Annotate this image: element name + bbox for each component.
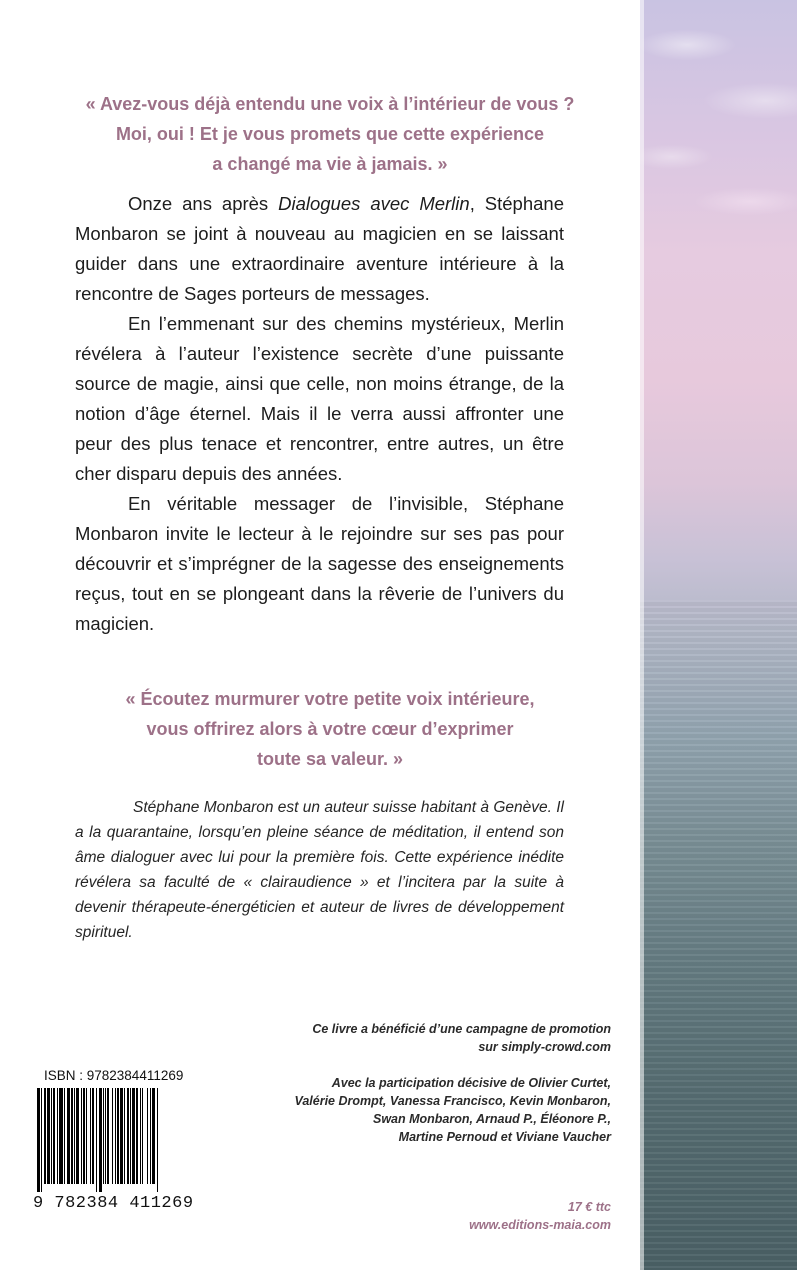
barcode-bar (83, 1088, 85, 1184)
barcode-bar (147, 1088, 148, 1184)
credits-block (251, 1020, 611, 1234)
barcode-bar (96, 1088, 97, 1192)
barcode-bar (124, 1088, 125, 1184)
barcode-bar (150, 1088, 151, 1184)
publisher-website: www.editions-maia.com (469, 1218, 611, 1232)
barcode-bar (105, 1088, 106, 1184)
isbn-label: ISBN : 9782384411269 (44, 1068, 184, 1083)
blurb-paragraph-2: En l’emmenant sur des chemins mystérieux, Merlin révélera à l’auteur l’existence secrète d’une puissante source de magie, ainsi que celle, non moins étrange, de la notion d’âge éternel. Mais il le verra aussi affronter une peur des plus tenace et rencontrer, entre autres, un être cher disparu depuis des années. (75, 313, 564, 484)
barcode-digits: 9 782384 411269 (33, 1194, 194, 1213)
blurb-text (75, 189, 564, 639)
barcode-bar (130, 1088, 131, 1184)
barcode-bar (71, 1088, 73, 1184)
closing-quote-line: « Écoutez murmurer votre petite voix intérieure, (125, 689, 535, 709)
closing-quote (40, 684, 620, 774)
barcode-bar (117, 1088, 119, 1184)
barcode-bar (64, 1088, 65, 1184)
barcode-bar (41, 1088, 42, 1192)
barcode-bar (136, 1088, 138, 1184)
closing-quote-line: vous offrirez alors à votre cœur d’exprimer (146, 719, 514, 739)
promo-line: sur simply-crowd.com (478, 1040, 611, 1054)
barcode-bar (132, 1088, 135, 1184)
barcode-bar (103, 1088, 104, 1184)
barcode-bar (107, 1088, 109, 1184)
opening-quote-line: Moi, oui ! Et je vous promets que cette expérience (115, 124, 545, 144)
barcode-bar (44, 1088, 46, 1184)
author-bio: Stéphane Monbaron est un auteur suisse habitant à Genève. Il a la quarantaine, lorsqu’en pleine séance de méditation, il entend son âme dialoguer avec lui pour la première fois. Cette expérience inédite révélera sa faculté de « clairaudience » et l’incitera par la suite à devenir thérapeute-énergéticien et auteur de livres de développement spirituel. (75, 799, 564, 941)
participation-line: Swan Monbaron, Arnaud P., Éléonore P., (372, 1112, 611, 1126)
participation-list (251, 1074, 611, 1146)
promo-line: Ce livre a bénéficié d’une campagne de promotion (312, 1022, 611, 1036)
barcode-bar (81, 1088, 82, 1184)
barcode-bars (33, 1088, 197, 1192)
barcode-bar (90, 1088, 91, 1184)
barcode-bar (86, 1088, 87, 1184)
blurb-paragraph-3: En véritable messager de l’invisible, Stéphane Monbaron invite le lecteur à le rejoindre sur ses pas pour découvrir et s’imprégner de la sagesse des enseignements reçus, tout en se plongeant dans la rêverie de l’univers du magicien. (75, 493, 564, 634)
blurb-paragraph-1-end: , Stéphane Monbaron se joint à nouveau au magicien en se laissant guider dans une extraordinaire aventure intérieure à la rencontre de Sages porteurs de messages. (75, 193, 564, 304)
barcode-bar (157, 1088, 158, 1192)
barcode-bar (59, 1088, 63, 1184)
opening-quote-line: « Avez-vous déjà entendu une voix à l’intérieur de vous ? (85, 94, 575, 114)
barcode-bar (112, 1088, 113, 1184)
book-title-reference: Dialogues avec Merlin (278, 193, 470, 214)
barcode-bar (127, 1088, 129, 1184)
cover-photo-edge (640, 0, 644, 1270)
barcode-bar (67, 1088, 70, 1184)
barcode-bar (142, 1088, 143, 1184)
barcode-bar (51, 1088, 52, 1184)
participation-line: Martine Pernoud et Viviane Vaucher (398, 1130, 611, 1144)
barcode-bar (152, 1088, 155, 1184)
participation-line: Valérie Drompt, Vanessa Francisco, Kevin Monbaron, (294, 1094, 611, 1108)
cover-photo-sea-strip (640, 0, 797, 1270)
barcode-bar (74, 1088, 75, 1184)
cover-photo-clouds (640, 0, 797, 560)
barcode-bar (57, 1088, 58, 1184)
barcode-bar (76, 1088, 79, 1184)
opening-quote-line: a changé ma vie à jamais. » (212, 154, 448, 174)
barcode-bar (53, 1088, 55, 1184)
opening-quote (40, 89, 620, 179)
price-label: 17 € ttc (567, 1200, 611, 1214)
blurb-paragraph-1 (75, 189, 564, 309)
barcode-bar (37, 1088, 40, 1192)
barcode-bar (115, 1088, 116, 1184)
barcode-bar (140, 1088, 141, 1184)
participation-line: Avec la participation décisive de Olivier Curtet, (331, 1076, 611, 1090)
barcode-bar (92, 1088, 94, 1184)
closing-quote-line: toute sa valeur. » (256, 749, 404, 769)
barcode-bar (120, 1088, 123, 1184)
cover-photo-waves (640, 600, 797, 1270)
barcode-bar (47, 1088, 50, 1184)
blurb-paragraph-1-start: Onze ans après (128, 193, 279, 214)
barcode-bar (99, 1088, 102, 1192)
